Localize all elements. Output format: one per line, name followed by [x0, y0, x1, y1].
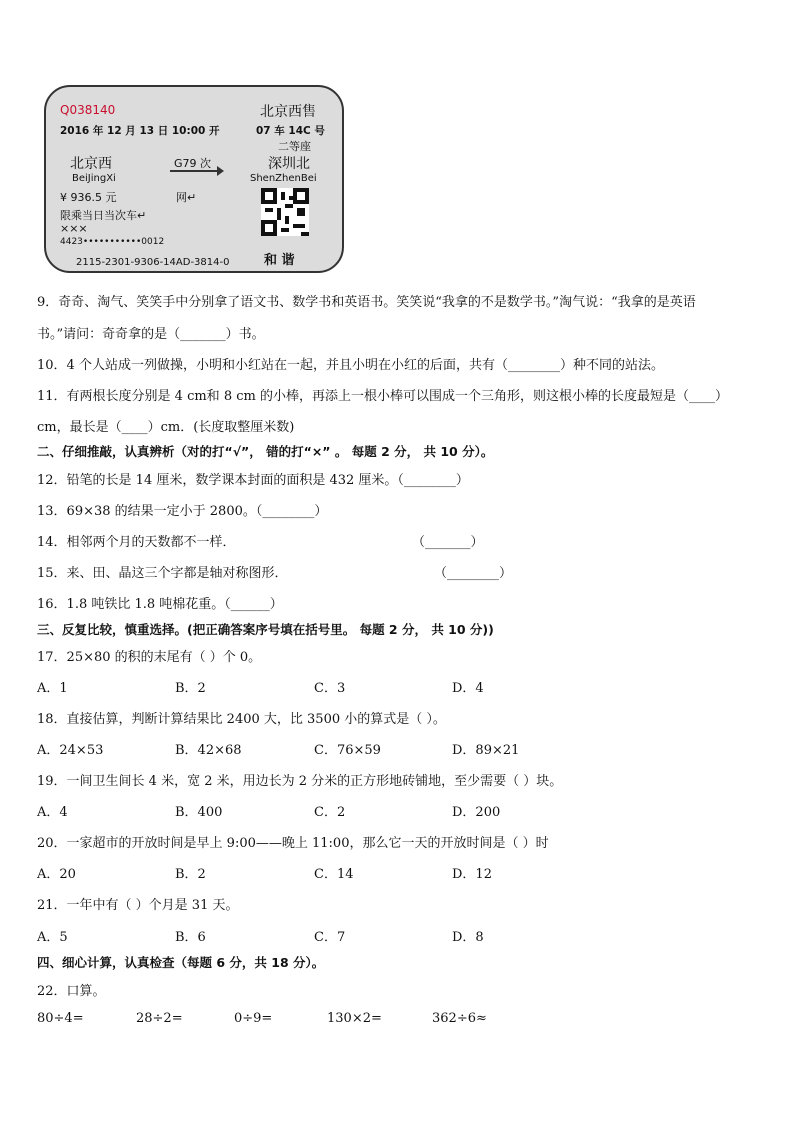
question-9-line2: 书。”请问：奇奇拿的是（_______）书。: [37, 327, 265, 342]
ticket-serial: 2115-2301-9306-14AD-3814-0: [76, 257, 230, 268]
q17-option-a: A．1: [37, 681, 68, 696]
q20-option-d: D．12: [452, 867, 492, 882]
ticket-office: 北京西售: [260, 104, 316, 120]
question-14: 14．相邻两个月的天数都不一样．: [37, 535, 236, 550]
ticket-to-pinyin: ShenZhenBei: [250, 173, 317, 184]
q19-option-d: D．200: [452, 805, 501, 820]
q17-option-d: D．4: [452, 681, 484, 696]
calc-item-2: 28÷2=: [136, 1011, 183, 1026]
question-19: 19．一间卫生间长 4 米，宽 2 米，用边长为 2 分米的正方形地砖铺地，至少需要（ ）块。: [37, 774, 563, 789]
question-18: 18．直接估算，判断计算结果比 2400 大，比 3500 小的算式是（ ）。: [37, 712, 446, 727]
ticket-train: G79 次: [174, 157, 212, 170]
q20-option-c: C．14: [314, 867, 354, 882]
q18-option-d: D．89×21: [452, 743, 520, 758]
section-3-heading: 三、反复比较，慎重选择。(把正确答案序号填在括号里。 每题 2 分， 共 10 分)): [37, 622, 494, 637]
q18-option-c: C．76×59: [314, 743, 381, 758]
direction-arrow-icon: [170, 170, 218, 172]
question-9-line1: 9．奇奇、淘气、笑笑手中分别拿了语文书、数学书和英语书。笑笑说“我拿的不是数学书。”淘气说：“我拿的是英语: [37, 295, 696, 310]
question-11-line2: cm，最长是（____）cm．(长度取整厘米数): [37, 420, 295, 435]
q19-option-c: C．2: [314, 805, 346, 820]
q21-option-a: A．5: [37, 930, 68, 945]
q19-option-b: B．400: [175, 805, 223, 820]
calc-item-4: 130×2=: [327, 1011, 382, 1026]
ticket-to: 深圳北: [268, 156, 310, 172]
calc-item-5: 362÷6≈: [432, 1011, 487, 1026]
calc-item-3: 0÷9=: [234, 1011, 273, 1026]
q19-option-a: A．4: [37, 805, 68, 820]
question-16: 16．1.8 吨铁比 1.8 吨棉花重。（______）: [37, 597, 283, 612]
ticket-seat-class: 二等座: [278, 140, 311, 153]
q21-option-b: B．6: [175, 930, 206, 945]
q18-option-b: B．42×68: [175, 743, 242, 758]
q17-option-b: B．2: [175, 681, 206, 696]
section-2-heading: 二、仔细推敲，认真辨析（对的打“√”， 错的打“×” 。 每题 2 分， 共 10 分）。: [37, 444, 494, 459]
ticket-net: 网↵: [176, 191, 197, 204]
ticket-note: 限乘当日当次车↵: [60, 209, 147, 222]
question-17: 17．25×80 的积的末尾有（ ）个 0。: [37, 650, 262, 665]
ticket-from-pinyin: BeiJingXi: [72, 173, 116, 184]
train-ticket: [44, 85, 344, 273]
calc-item-1: 80÷4=: [37, 1011, 84, 1026]
question-14-blank: （_______）: [412, 535, 484, 550]
ticket-number: Q038140: [60, 103, 116, 117]
question-12: 12．铅笔的长是 14 厘米，数学课本封面的面积是 432 厘米。（________）: [37, 473, 469, 488]
ticket-price: ¥ 936.5 元: [60, 191, 117, 204]
q21-option-d: D．8: [452, 930, 484, 945]
q21-option-c: C．7: [314, 930, 346, 945]
ticket-from: 北京西: [70, 156, 112, 172]
question-22: 22．口算。: [37, 984, 106, 999]
q18-option-a: A．24×53: [37, 743, 104, 758]
ticket-brand: 和 谐: [264, 253, 295, 268]
ticket-car-seat: 07 车 14C 号: [256, 125, 325, 137]
qr-code-icon: [261, 188, 309, 236]
question-13: 13．69×38 的结果一定小于 2800。（________）: [37, 504, 328, 519]
section-4-heading: 四、细心计算，认真检查（每题 6 分，共 18 分）。: [37, 955, 325, 970]
question-15: 15．来、田、晶这三个字都是轴对称图形．: [37, 566, 288, 581]
question-21: 21．一年中有（ ）个月是 31 天。: [37, 898, 239, 913]
q20-option-a: A．20: [37, 867, 76, 882]
question-20: 20．一家超市的开放时间是早上 9:00——晚上 11:00，那么它一天的开放时间是（ ）时: [37, 836, 549, 851]
ticket-name: ×××: [60, 222, 88, 235]
question-11-line1: 11．有两根长度分别是 4 cm和 8 cm 的小棒，再添上一根小棒可以围成一个三角形，则这根小棒的长度最短是（____）: [37, 389, 728, 404]
question-10: 10．4 个人站成一列做操，小明和小红站在一起，并且小明在小红的后面，共有（________）种不同的站法。: [37, 358, 664, 373]
ticket-id: 4423•••••••••••0012: [60, 237, 165, 247]
q17-option-c: C．3: [314, 681, 346, 696]
q20-option-b: B．2: [175, 867, 206, 882]
ticket-datetime: 2016 年 12 月 13 日 10:00 开: [60, 125, 220, 137]
question-15-blank: （________）: [434, 566, 513, 581]
